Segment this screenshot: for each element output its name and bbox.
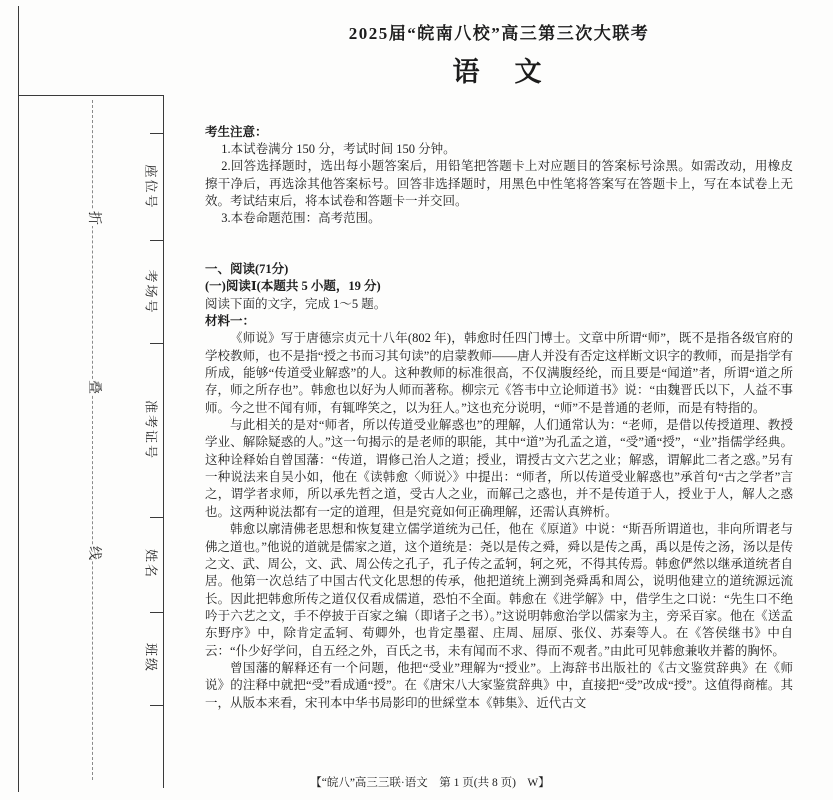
notice-item-2: 2.回答选择题时，选出每小题答案后，用铅笔把答题卡上对应题目的答案标号涂黑。如需改动，用橡皮擦干净后，再选涂其他答案标号。回答非选择题时，用黑色中性笔将答案写在答题卡上，写在本试卷上无效。考试结束后，将本试卷和答题卡一并交回。 bbox=[205, 159, 793, 208]
page-footer: 【“皖八”高三三联·语文 第 1 页(共 8 页) W】 bbox=[310, 777, 550, 789]
field-room-number: 考场号 bbox=[143, 269, 159, 315]
field-admission-number: 准考证号 bbox=[143, 399, 159, 461]
field-seat-number: 座位号 bbox=[143, 164, 159, 210]
fold-dashed-line bbox=[92, 100, 93, 780]
field-divider-tick bbox=[150, 705, 164, 706]
exam-subject: 语 文 bbox=[452, 57, 546, 87]
part-heading: 一、阅读(71分) bbox=[205, 262, 289, 276]
material-paragraph-3: 韩愈以廓清佛老思想和恢复建立儒学道统为己任，他在《原道》中说：“斯吾所谓道也，非向所谓老与佛之道也。”他说的道就是儒家之道，这个道统是：尧以是传之舜，舜以是传之禹，禹以是传之汤，汤以是传之文、武、周公，文、武、周公传之孔子，孔子传之孟轲，轲之死，不得其传焉。韩愈俨然以继承道统者自居。他第一次总结了中国古代文化思想的传承，他把道统上溯到尧舜禹和周公，说明他建立的道统源远流长。因此把韩愈所传之道仅仅看成儒道，恐怕不全面。韩愈在《进学解》中，借学生之口说：“先生口不绝吟于六艺之文，手不停披于百家之编（即诸子之书）。”这说明韩愈治学以儒家为主，旁采百家。他在《送孟东野序》中，除肯定孟轲、荀卿外，也肯定墨翟、庄周、屈原、张仪、苏秦等人。在《答侯继书》中自云：“仆少好学问，自五经之外，百氏之书，未有闻而不求、得而不观者。”由此可见韩愈兼收并蓄的胸怀。 bbox=[205, 522, 793, 658]
material-label: 材料一： bbox=[205, 314, 256, 329]
fold-line-char: 折 bbox=[83, 210, 103, 226]
margin-field-rule-line bbox=[163, 95, 164, 788]
sub-heading: (一)阅读Ⅰ(本题共 5 小题，19 分) bbox=[205, 279, 381, 294]
margin-top-rule-line bbox=[18, 95, 164, 96]
page-left-rule-line bbox=[18, 6, 19, 792]
notice-item-3: 3.本卷命题范围：高考范围。 bbox=[221, 211, 381, 226]
notice-heading: 考生注意： bbox=[205, 125, 268, 139]
notice-item-1: 1.本试卷满分 150 分，考试时间 150 分钟。 bbox=[221, 142, 456, 157]
material-paragraph-2: 与此相关的是对“师者，所以传道受业解惑也”的理解，人们通常认为：“老师，是借以传授道理、教授学业、解除疑惑的人。”这一句揭示的是老师的职能，其中“道”为孔孟之道，“受”通“授”，“业”指儒学经典。这种诠释始自曾国藩：“传道，谓修己治人之道；授业，谓授古文六艺之业；解惑，谓解此二者之惑。”另有一种说法来自吴小如，他在《读韩愈〈师说〉》中提出：“师者，所以传道受业解惑也”承首句“古之学者”言之，谓学者求师，所以承先哲之道，受古人之业，而解己之惑也，并不是传道于人，授业于人，解人之惑也。这两种说法都有一定的道理，但是究竟如何正确理解，还需认真辨析。 bbox=[205, 418, 793, 519]
field-divider-tick bbox=[150, 133, 164, 134]
exam-title: 2025届“皖南八校”高三第三次大联考 bbox=[348, 24, 650, 43]
field-class: 班级 bbox=[143, 642, 159, 674]
instruction-line: 阅读下面的文字，完成 1～5 题。 bbox=[205, 296, 387, 311]
field-divider-tick bbox=[150, 517, 164, 518]
field-divider-tick bbox=[150, 343, 164, 344]
material-paragraph-4: 曾国藩的解释还有一个问题，他把“受业”理解为“授业”。上海辞书出版社的《古文鉴赏辞典》在《师说》的注释中就把“受”看成通“授”。在《唐宋八大家鉴赏辞典》中，直接把“受”改成“授”。这值得商榷。其一，从版本来看，宋刊本中华书局影印的世綵堂本《韩集》、近代古文 bbox=[205, 660, 793, 710]
material-paragraph-1: 《师说》写于唐德宗贞元十八年(802 年)，韩愈时任四门博士。文章中所谓“师”，既不是指各级官府的学校教师，也不是指“授之书而习其句读”的启蒙教师——唐人并没有否定这样断文识字的教师，而是指学有所成，能够“传道受业解惑”的人。这种教师的标准很高，不仅满腹经纶，而且要是“闻道”者，所谓“道之所存，师之所存也”。韩愈也以好为人师而著称。柳宗元《答韦中立论师道书》说：“由魏晋氏以下，人益不事师。今之世不闻有师，有辄哗笑之，以为狂人。”这也充分说明，“师”不是普通的老师，而是有特指的。 bbox=[205, 331, 793, 415]
field-divider-tick bbox=[150, 612, 164, 613]
candidate-notice bbox=[205, 124, 793, 227]
fold-line-char: 叠 bbox=[83, 379, 103, 395]
field-divider-tick bbox=[150, 240, 164, 241]
fold-line-char: 线 bbox=[83, 545, 103, 561]
reading-section bbox=[205, 261, 793, 712]
field-student-name: 姓名 bbox=[143, 548, 159, 580]
